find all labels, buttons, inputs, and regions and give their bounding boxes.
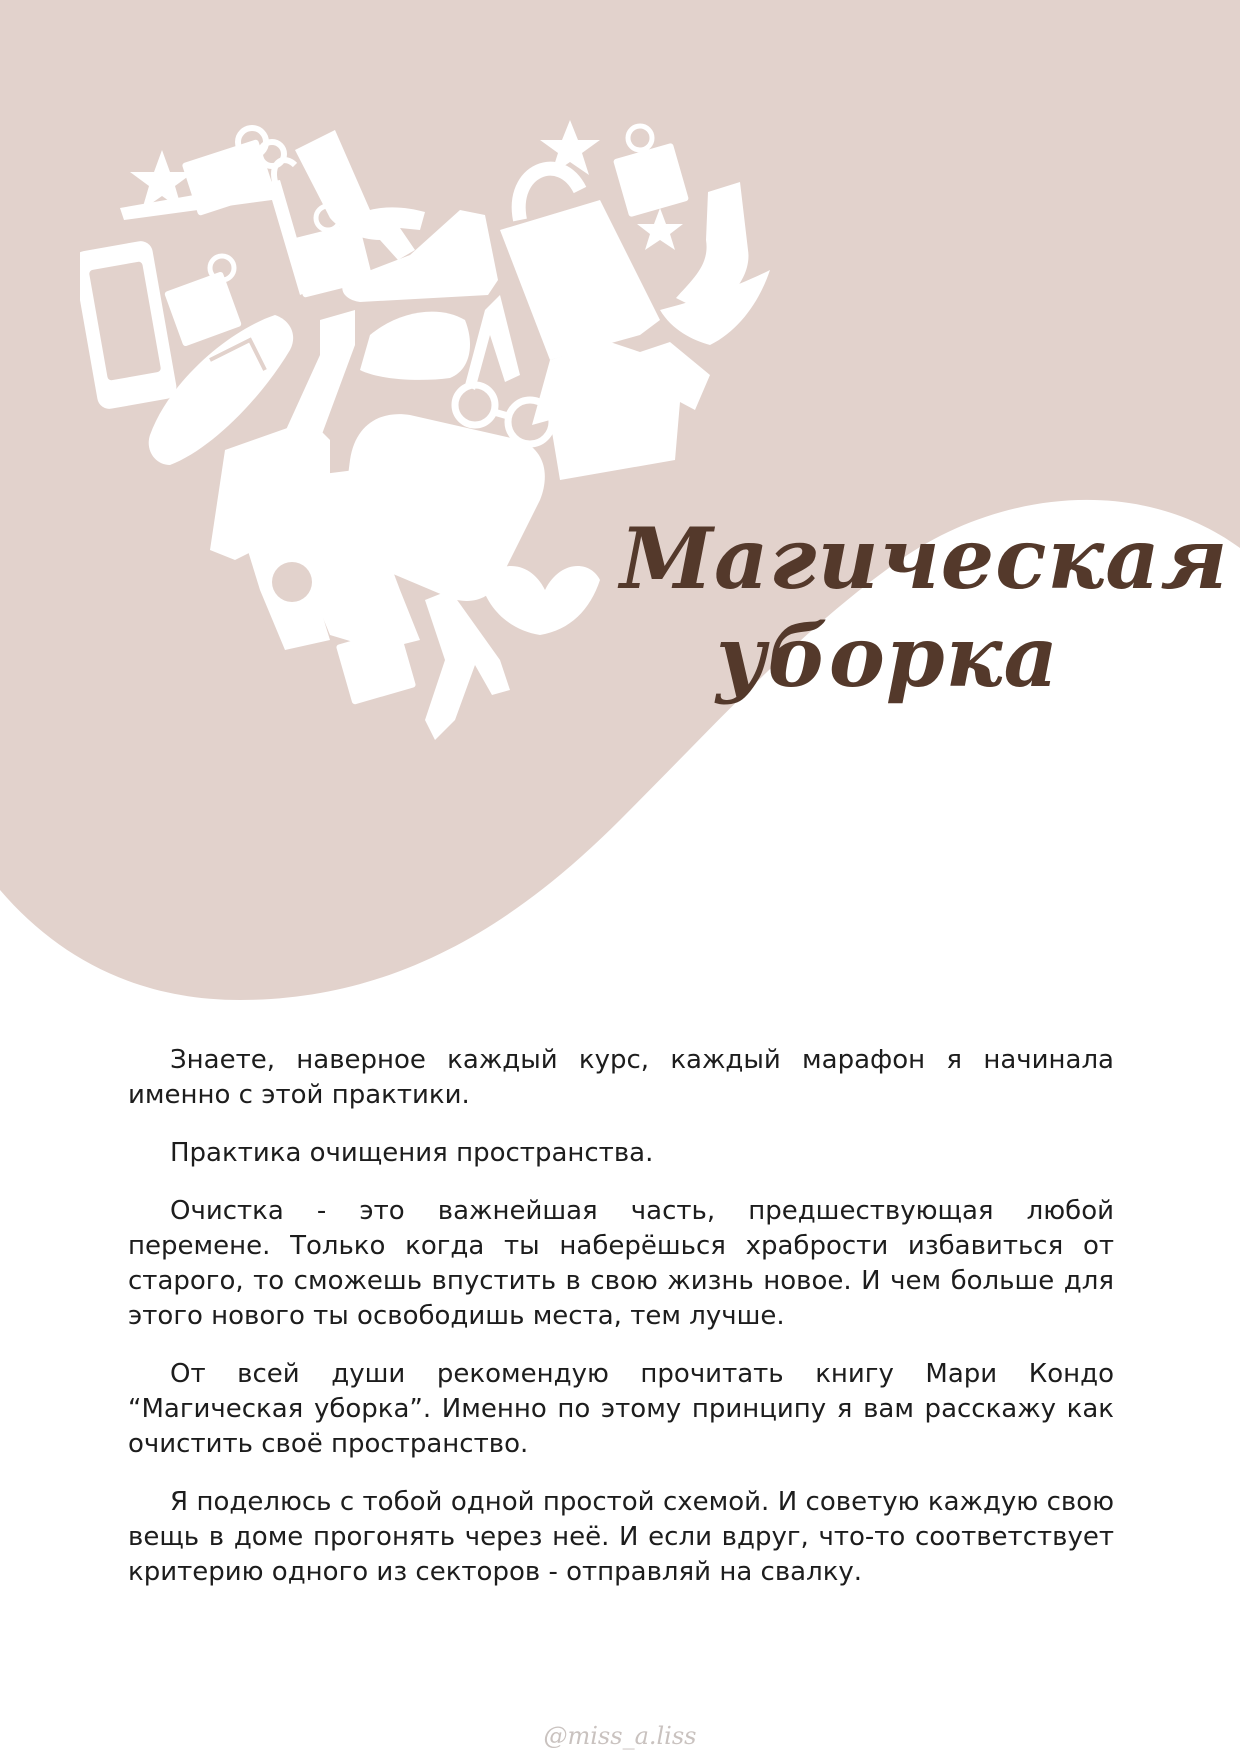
gift-icon [613,126,689,217]
star-icon [637,208,683,250]
title-line-2: уборка [716,607,1059,706]
high-heel-icon [465,295,520,390]
author-handle: @miss_a.liss [543,1722,697,1750]
paragraph: Практика очищения пространства. [170,1138,654,1168]
gift-icon [164,256,242,347]
phone-icon [80,239,178,410]
paragraph: Очистка - это важнейшая часть, предшествующая любой перемене. Только когда ты наберёшься храбрости избавиться от старого, то сможешь впустить в свою жизнь новое. И чем больше для этого нового ты освободишь места, тем лучше. [128,1196,1114,1331]
bra-icon [480,566,600,635]
page-title [620,509,1229,706]
high-heel-icon [425,590,510,740]
paragraph: Я поделюсь с тобой одной простой схемой. И советую каждую свою вещь в доме прогонять через неё. И если вдруг, что-то соответствует критерию одного из секторов - отправляй на свалку. [128,1487,1114,1587]
tshirt-icon [532,342,710,480]
paragraph: Знаете, наверное каждый курс, каждый марафон я начинала именно с этой практики. [128,1045,1114,1110]
article-body [128,1043,1114,1613]
cap-icon [360,312,470,380]
clothing-heart-illustration [80,120,880,840]
paragraph: От всей души рекомендую прочитать книгу Мари Кондо “Магическая уборка”. Именно по этому принципу я вам расскажу как очистить своё пространство. [128,1359,1114,1459]
title-line-1: Магическая [620,509,1229,608]
